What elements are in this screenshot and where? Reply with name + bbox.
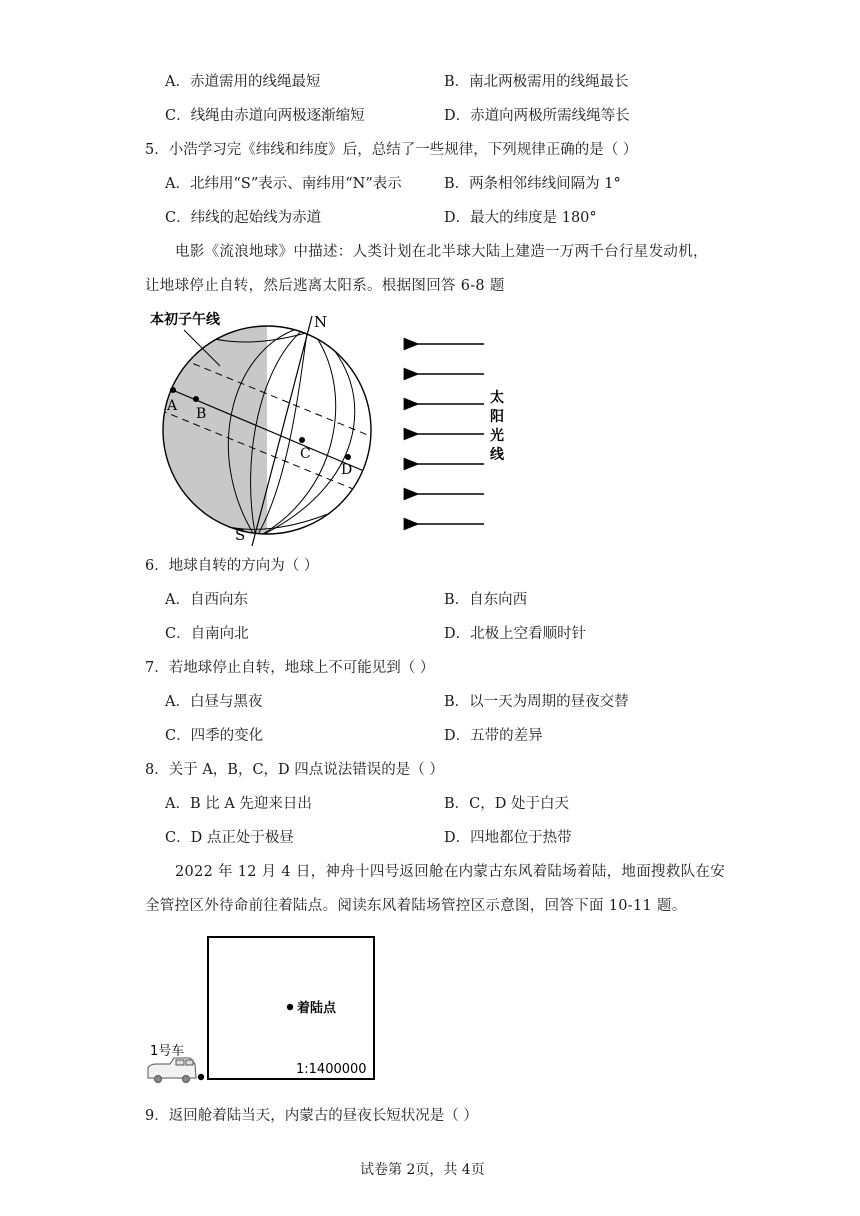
- q6-option-b: B．自东向西: [444, 592, 528, 608]
- passage-2-line-2: 全管控区外待命前往着陆点。阅读东风着陆场管控区示意图，回答下面 10-11 题。: [145, 898, 687, 914]
- q6-option-d: D．北极上空看顺时针: [444, 626, 587, 642]
- q6-stem: 6．地球自转的方向为（ ）: [145, 558, 319, 574]
- q7-stem: 7．若地球停止自转，地球上不可能见到（ ）: [145, 660, 435, 676]
- south-label: S: [235, 526, 246, 544]
- earth-illumination-diagram: [140, 300, 540, 550]
- landing-zone-map: [140, 930, 390, 1090]
- q9-stem: 9．返回舱着陆当天，内蒙古的昼夜长短状况是（ ）: [145, 1108, 478, 1124]
- point-c-dot: [299, 437, 305, 443]
- rescue-vehicle-icon: [148, 1058, 196, 1083]
- q5-option-c: C．纬线的起始线为赤道: [165, 210, 322, 226]
- q4-option-c: C．线绳由赤道向两极逐渐缩短: [165, 108, 365, 124]
- point-a-dot: [170, 387, 176, 393]
- q8-option-c: C．D 点正处于极昼: [165, 830, 294, 846]
- q5-option-d: D．最大的纬度是 180°: [444, 210, 597, 226]
- passage-1-line-2: 让地球停止自转，然后逃离太阳系。根据图回答 6-8 题: [145, 278, 505, 294]
- q6-option-a: A．自西向东: [165, 592, 248, 608]
- q4-option-d: D．赤道向两极所需线绳等长: [444, 108, 630, 124]
- q5-option-a: A．北纬用“S”表示、南纬用“N”表示: [165, 176, 402, 192]
- landing-point-dot: [287, 1004, 293, 1010]
- point-a-label: A: [167, 398, 178, 414]
- q8-option-d: D．四地都位于热带: [444, 830, 572, 846]
- passage-2-line-1: 2022 年 12 月 4 日，神舟十四号返回舱在内蒙古东风着陆场着陆，地面搜救队在安: [175, 864, 726, 880]
- passage-1-line-1: 电影《流浪地球》中描述：人类计划在北半球大陆上建造一万两千台行星发动机，: [175, 244, 708, 260]
- north-label: N: [314, 313, 328, 331]
- meridian-line: [256, 326, 336, 538]
- q5-option-b: B．两条相邻纬线间隔为 1°: [444, 176, 621, 192]
- car-position-dot: [198, 1074, 204, 1080]
- landing-point-label: 着陆点: [297, 1001, 337, 1016]
- q7-option-d: D．五带的差异: [444, 728, 543, 744]
- sunlight-label-1: 太: [490, 390, 504, 406]
- q7-option-c: C．四季的变化: [165, 728, 264, 744]
- point-d-label: D: [341, 462, 353, 478]
- sunlight-label-4: 线: [490, 447, 504, 463]
- point-d-dot: [345, 454, 351, 460]
- scale-label: 1:1400000: [296, 1062, 367, 1077]
- car-label: 1号车: [150, 1044, 185, 1059]
- q8-stem: 8．关于 A，B，C，D 四点说法错误的是（ ）: [145, 762, 444, 778]
- point-b-label: B: [196, 406, 207, 422]
- q4-option-b: B．南北两极需用的线绳最长: [444, 74, 629, 90]
- q7-option-a: A．白昼与黑夜: [165, 694, 263, 710]
- point-b-dot: [193, 396, 199, 402]
- point-c-label: C: [300, 446, 311, 462]
- q8-option-a: A．B 比 A 先迎来日出: [165, 796, 312, 812]
- prime-meridian-label: 本初子午线: [150, 312, 220, 328]
- q7-option-b: B．以一天为周期的昼夜交替: [444, 694, 629, 710]
- q8-option-b: B．C，D 处于白天: [444, 796, 569, 812]
- q4-option-a: A．赤道需用的线绳最短: [165, 74, 321, 90]
- sunlight-label-2: 阳: [490, 409, 504, 425]
- q6-option-c: C．自南向北: [165, 626, 249, 642]
- q5-stem: 5．小浩学习完《纬线和纬度》后，总结了一些规律，下列规律正确的是（ ）: [145, 142, 638, 158]
- sunlight-label-3: 光: [490, 428, 504, 444]
- page-footer: 试卷第 2页，共 4页: [360, 1162, 485, 1178]
